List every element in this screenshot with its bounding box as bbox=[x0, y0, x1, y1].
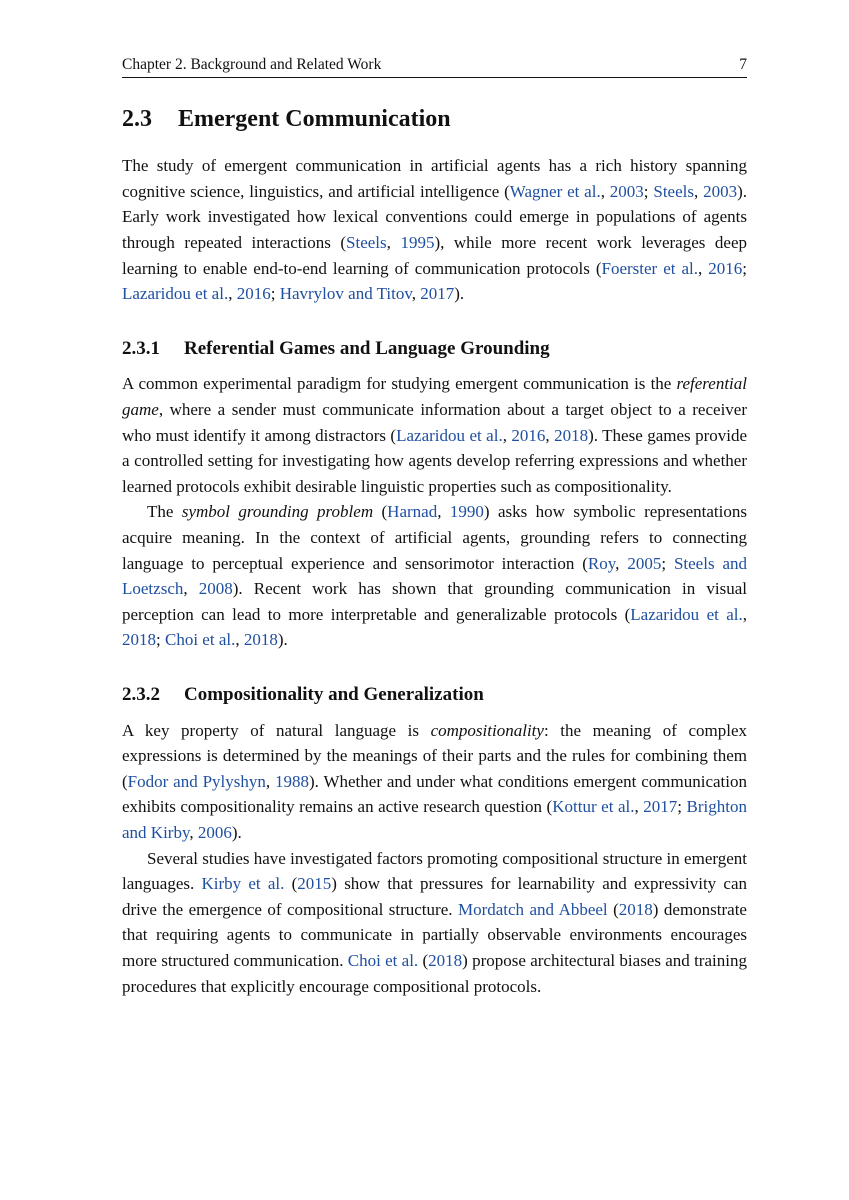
citation-year-link[interactable]: 1988 bbox=[274, 771, 309, 791]
text: , bbox=[615, 553, 628, 573]
text: ). Early work investigated how lexical conventions could emerge in populations of agents through repeated interactions ( bbox=[122, 181, 747, 252]
text: ). These games provide a controlled setting for investigating how agents develop referring expressions and whether learned protocols exhibit desirable linguistic properties such as compositionality. bbox=[122, 425, 748, 496]
citation-link[interactable]: Lazaridou et al. bbox=[396, 425, 503, 445]
citation-year-link[interactable]: 2016 bbox=[236, 284, 271, 304]
text: : the meaning of complex expressions is determined by the meanings of their parts and the rules for combining them ( bbox=[122, 720, 747, 791]
text: ; bbox=[643, 181, 654, 201]
citation-link[interactable]: Steels bbox=[653, 181, 694, 201]
paragraph-studies bbox=[122, 846, 747, 1000]
text: , bbox=[183, 579, 199, 599]
text: , bbox=[411, 284, 421, 304]
emphasis: symbol grounding problem bbox=[181, 502, 374, 522]
text: ( bbox=[284, 874, 298, 894]
text: ( bbox=[373, 502, 388, 522]
citation-link[interactable]: Choi et al. bbox=[347, 951, 419, 970]
subsection-title: Referential Games and Language Grounding bbox=[184, 337, 550, 359]
emphasis: compositionality bbox=[430, 720, 544, 740]
paragraph-intro bbox=[122, 153, 747, 307]
text: , bbox=[437, 502, 450, 522]
text: , bbox=[189, 823, 198, 843]
text: ). bbox=[277, 630, 288, 650]
text: ; bbox=[677, 797, 687, 817]
citation-year-link[interactable]: 2008 bbox=[198, 579, 233, 599]
main-content bbox=[122, 104, 747, 999]
citation-link[interactable]: Choi et al. bbox=[164, 630, 236, 650]
text: ) show that pressures for learnability and expressivity can drive the emergence of compositional structure. bbox=[122, 874, 747, 919]
text: ( bbox=[418, 951, 429, 970]
text: , bbox=[600, 181, 610, 201]
citation-year-link[interactable]: 2018 bbox=[554, 425, 589, 445]
text: A common experimental paradigm for studying emergent communication is the bbox=[122, 374, 677, 394]
citation-year-link[interactable]: 2018 bbox=[122, 630, 156, 650]
citation-year-link[interactable]: 2018 bbox=[618, 899, 653, 919]
text: ; bbox=[661, 553, 674, 573]
text: ; bbox=[270, 284, 280, 304]
page-number: 7 bbox=[739, 56, 747, 73]
citation-year-link[interactable]: 2003 bbox=[703, 181, 738, 201]
text: Several studies have investigated factors promoting compositional structure in emergent languages. bbox=[122, 848, 747, 894]
text: , bbox=[634, 797, 644, 817]
citation-link[interactable]: Mordatch and Abbeel bbox=[457, 899, 608, 919]
text: ) asks how symbolic representations acquire meaning. In the context of artificial agents, grounding refers to connecting language to perceptual experience and sensorimotor interaction ( bbox=[122, 502, 747, 573]
citation-link[interactable]: Roy bbox=[587, 553, 616, 573]
subsection-title: Compositionality and Generalization bbox=[184, 683, 484, 705]
paragraph-referential bbox=[122, 371, 747, 499]
text: , bbox=[386, 232, 401, 252]
citation-year-link[interactable]: 2015 bbox=[297, 874, 332, 894]
text: , bbox=[545, 425, 555, 445]
citation-year-link[interactable]: 2018 bbox=[428, 951, 463, 970]
paragraph-compositionality bbox=[122, 718, 747, 846]
citation-link[interactable]: Wagner et al. bbox=[509, 181, 601, 201]
text: , bbox=[228, 284, 237, 304]
citation-link[interactable]: Lazaridou et al. bbox=[122, 284, 229, 304]
citation-link[interactable]: Fodor and Pylyshyn bbox=[127, 771, 266, 791]
citation-year-link[interactable]: 1995 bbox=[400, 232, 435, 252]
text: , bbox=[502, 425, 512, 445]
text: ; bbox=[156, 630, 165, 650]
citation-year-link[interactable]: 2006 bbox=[197, 823, 232, 843]
text: , where a sender must communicate information about a target object to a receiver who must identify it among distractors ( bbox=[122, 400, 747, 445]
chapter-title: Chapter 2. Background and Related Work bbox=[122, 56, 382, 73]
citation-year-link[interactable]: 2016 bbox=[708, 258, 743, 278]
text: ). bbox=[231, 823, 242, 843]
citation-year-link[interactable]: 2017 bbox=[643, 797, 678, 817]
text: ), while more recent work leverages deep learning to enable end-to-end learning of communication protocols ( bbox=[122, 232, 748, 278]
subsection-number: 2.3.2 bbox=[122, 683, 160, 705]
subsection-heading bbox=[122, 337, 747, 362]
citation-year-link[interactable]: 2016 bbox=[511, 425, 546, 445]
text: ; bbox=[742, 258, 748, 278]
section-heading bbox=[122, 104, 747, 135]
citation-link[interactable]: Foerster et al. bbox=[601, 258, 699, 278]
text: The bbox=[147, 502, 182, 522]
citation-link[interactable]: Steels bbox=[346, 232, 387, 252]
text: ) demonstrate that requiring agents to communicate in partially observable environments encourages more structured communication. bbox=[122, 899, 747, 970]
text: A key property of natural language is bbox=[122, 720, 431, 740]
paragraph-grounding bbox=[122, 499, 747, 653]
subsection-heading bbox=[122, 683, 747, 708]
text: , bbox=[693, 181, 704, 201]
citation-link[interactable]: Lazaridou et al. bbox=[630, 604, 743, 624]
running-header bbox=[122, 56, 747, 78]
citation-link[interactable]: Havrylov and Titov bbox=[279, 284, 412, 304]
emphasis: referential game bbox=[122, 374, 747, 420]
citation-year-link[interactable]: 2003 bbox=[609, 181, 644, 201]
citation-year-link[interactable]: 2005 bbox=[627, 553, 662, 573]
citation-link[interactable]: Kottur et al. bbox=[552, 797, 635, 817]
subsection-number: 2.3.1 bbox=[122, 337, 160, 359]
text: , bbox=[698, 258, 709, 278]
text: , bbox=[742, 604, 747, 624]
citation-year-link[interactable]: 1990 bbox=[449, 502, 484, 522]
text: ). Whether and under what conditions emergent communication exhibits compositionality remains an active research question ( bbox=[122, 771, 747, 817]
text: ). Recent work has shown that grounding communication in visual perception can lead to more interpretable and generalizable protocols ( bbox=[122, 579, 748, 624]
citation-link[interactable]: Harnad bbox=[387, 502, 438, 522]
citation-link[interactable]: Brighton and Kirby bbox=[122, 797, 747, 843]
citation-year-link[interactable]: 2018 bbox=[243, 630, 278, 650]
text: ). bbox=[454, 284, 465, 304]
citation-link[interactable]: Steels and Loetzsch bbox=[122, 553, 748, 599]
section-title: Emergent Communication bbox=[178, 106, 451, 132]
citation-year-link[interactable]: 2017 bbox=[420, 284, 455, 304]
text: , bbox=[265, 771, 275, 791]
text: The study of emergent communication in artificial agents has a rich history spanning cognitive science, linguistics, and artificial intelligence ( bbox=[122, 156, 747, 201]
text: , bbox=[235, 630, 244, 650]
text: ( bbox=[607, 899, 619, 919]
section-number: 2.3 bbox=[122, 106, 152, 132]
text: ) propose architectural biases and training procedures that explicitly encourage compositional protocols. bbox=[122, 951, 747, 996]
citation-link[interactable]: Kirby et al. bbox=[201, 874, 285, 894]
